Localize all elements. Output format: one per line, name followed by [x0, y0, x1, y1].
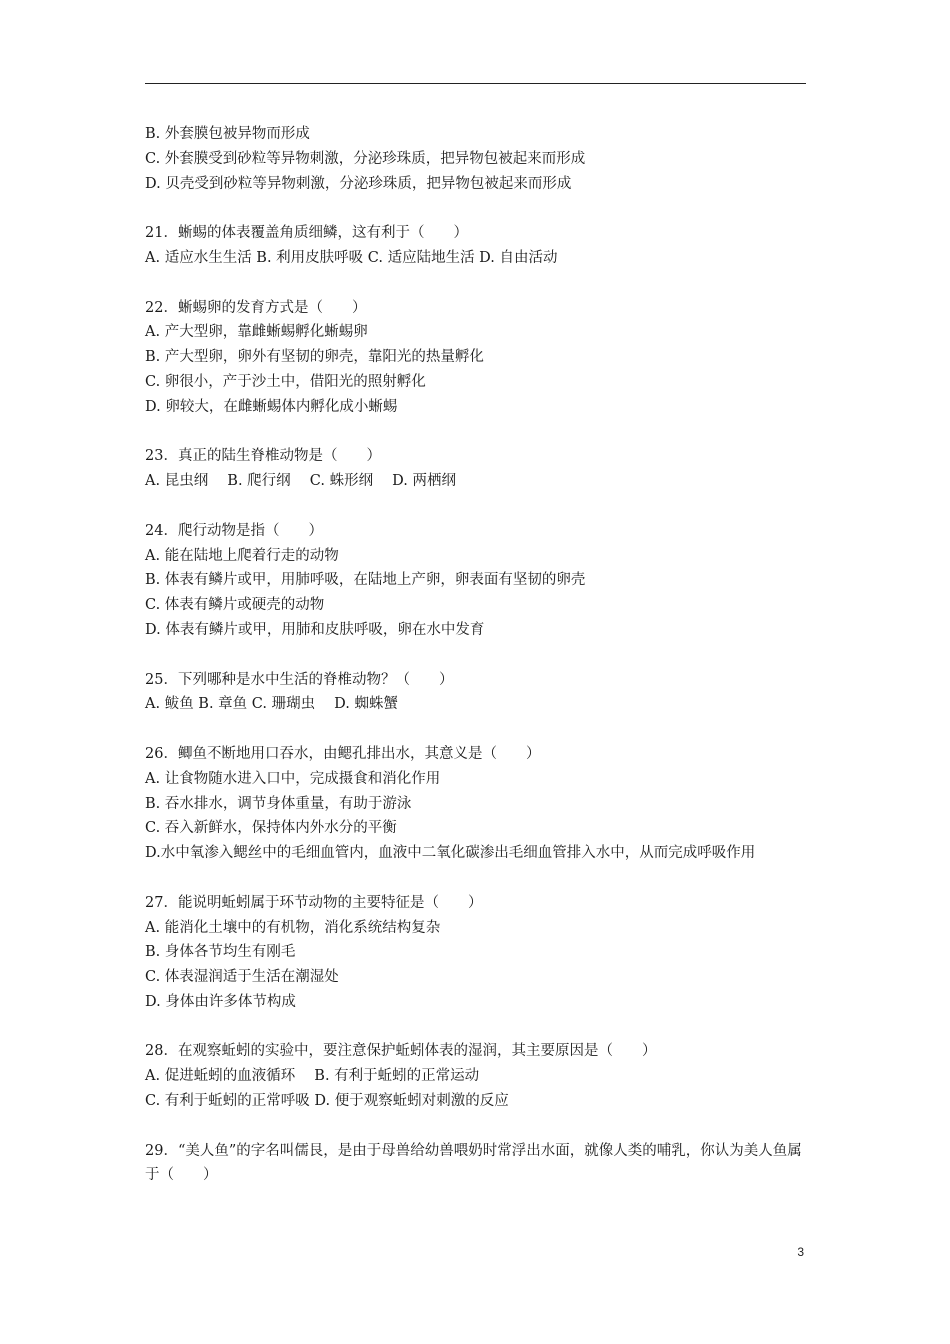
question-27-stem: 27．能说明蚯蚓属于环节动物的主要特征是（ ） [145, 894, 483, 911]
question-24-stem: 24．爬行动物是指（ ） [145, 522, 323, 539]
option-d: D. 贝壳受到砂粒等异物刺激，分泌珍珠质，把异物包被起来而形成 [145, 175, 572, 192]
question-23-options: A. 昆虫纲 B. 爬行纲 C. 蛛形纲 D. 两栖纲 [145, 473, 457, 490]
question-27-option-b: B. 身体各节均生有刚毛 [145, 944, 296, 961]
question-26-stem: 26．鲫鱼不断地用口吞水，由鳃孔排出水，其意义是（ ） [145, 745, 541, 762]
question-24-option-b: B. 体表有鳞片或甲，用肺呼吸，在陆地上产卵，卵表面有坚韧的卵壳 [145, 572, 586, 589]
question-26-option-b: B. 吞水排水，调节身体重量，有助于游泳 [145, 795, 412, 812]
question-24-option-c: C. 体表有鳞片或硬壳的动物 [145, 597, 325, 614]
question-22-stem: 22．蜥蜴卵的发育方式是（ ） [145, 299, 367, 316]
question-28-stem: 28．在观察蚯蚓的实验中，要注意保护蚯蚓体表的湿润，其主要原因是（ ） [145, 1043, 657, 1060]
question-23-stem: 23．真正的陆生脊椎动物是（ ） [145, 448, 381, 465]
question-22-option-c: C. 卵很小，产于沙土中，借阳光的照射孵化 [145, 373, 426, 390]
question-24-option-d: D. 体表有鳞片或甲，用肺和皮肤呼吸，卵在水中发育 [145, 621, 485, 638]
question-25-stem: 25．下列哪种是水中生活的脊椎动物？（ ） [145, 671, 454, 688]
question-27-option-c: C. 体表湿润适于生活在潮湿处 [145, 969, 339, 986]
question-22-option-b: B. 产大型卵，卵外有坚韧的卵壳，靠阳光的热量孵化 [145, 349, 484, 366]
page-number: 3 [797, 1245, 804, 1259]
question-27-option-d: D. 身体由许多体节构成 [145, 993, 296, 1010]
question-28-options-ab: A. 促进蚯蚓的血液循环 B. 有利于蚯蚓的正常运动 [145, 1068, 480, 1085]
question-29-stem: 29．“美人鱼”的字名叫儒艮，是由于母兽给幼兽喂奶时常浮出水面，就像人类的哺乳，你认为美人鱼属于（ ） [145, 1142, 802, 1184]
question-list [145, 122, 810, 1188]
question-21-options: A. 适应水生生活 B. 利用皮肤呼吸 C. 适应陆地生活 D. 自由活动 [145, 249, 558, 266]
option-c: C. 外套膜受到砂粒等异物刺激，分泌珍珠质，把异物包被起来而形成 [145, 150, 586, 167]
option-b: B. 外套膜包被异物而形成 [145, 126, 310, 142]
question-26-option-d: D.水中氧渗入鳃丝中的毛细血管内，血液中二氧化碳渗出毛细血管排入水中，从而完成呼吸作用 [145, 845, 756, 862]
question-28-options-cd: C. 有利于蚯蚓的正常呼吸 D. 便于观察蚯蚓对刺激的反应 [145, 1093, 509, 1110]
header-rule [145, 83, 806, 84]
question-26-option-a: A. 让食物随水进入口中，完成摄食和消化作用 [145, 770, 441, 787]
question-24-option-a: A. 能在陆地上爬着行走的动物 [145, 547, 339, 564]
question-22-option-d: D. 卵较大，在雌蜥蜴体内孵化成小蜥蜴 [145, 398, 398, 415]
question-25-options: A. 鲅鱼 B. 章鱼 C. 珊瑚虫 D. 蜘蛛蟹 [145, 696, 399, 713]
question-27-option-a: A. 能消化土壤中的有机物，消化系统结构复杂 [145, 919, 441, 936]
question-26-option-c: C. 吞入新鲜水，保持体内外水分的平衡 [145, 820, 397, 837]
question-22-option-a: A. 产大型卵，靠雌蜥蜴孵化蜥蜴卵 [145, 324, 368, 341]
question-21-stem: 21．蜥蜴的体表覆盖角质细鳞，这有利于（ ） [145, 225, 468, 242]
